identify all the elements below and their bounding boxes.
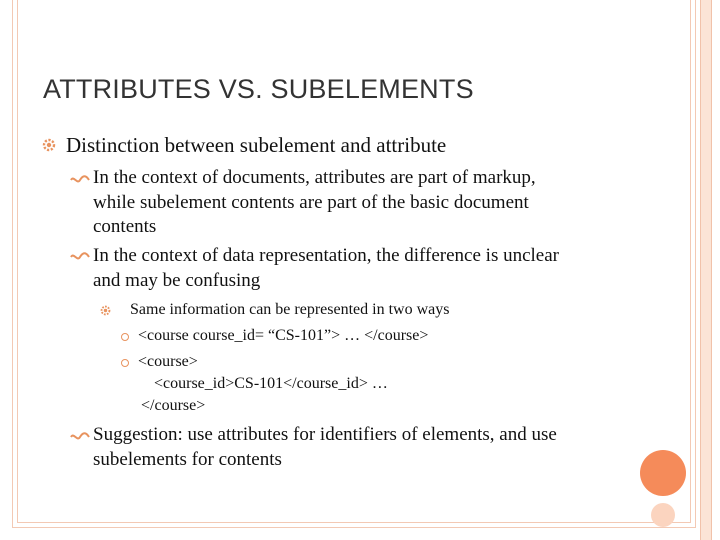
- wave-bullet-icon: [70, 251, 92, 263]
- gear-bullet-icon: [100, 305, 111, 316]
- circle-bullet-icon: [121, 333, 129, 341]
- bullet-level2-line: while subelement contents are part of the basic document: [93, 192, 529, 213]
- bullet-level2-line: contents: [93, 216, 157, 237]
- gear-bullet-icon: [42, 138, 56, 152]
- bullet-level3: Same information can be represented in two ways: [130, 301, 450, 318]
- bullet-level2-line: subelements for contents: [93, 449, 282, 470]
- decorative-light-circle: [651, 503, 675, 527]
- bullet-level4: <course>: [138, 353, 198, 370]
- wave-bullet-icon: [70, 174, 92, 186]
- bullet-level2-line: In the context of data representation, the difference is unclear: [93, 245, 559, 266]
- bullet-level4: <course course_id= “CS-101”> … </course>: [138, 327, 429, 344]
- slide-title: ATTRIBUTES VS. SUBELEMENTS: [43, 74, 474, 104]
- bullet-level1: Distinction between subelement and attribute: [66, 133, 447, 157]
- bullet-level4-line: <course_id>CS-101</course_id> …: [154, 375, 388, 392]
- bullet-level2-line: Suggestion: use attributes for identifiers of elements, and use: [93, 424, 557, 445]
- decorative-side-bar: [700, 0, 712, 540]
- bullet-level2-line: and may be confusing: [93, 270, 261, 291]
- decorative-orange-circle: [640, 450, 686, 496]
- bullet-level4-line: </course>: [141, 397, 206, 414]
- circle-bullet-icon: [121, 359, 129, 367]
- bullet-level2-line: In the context of documents, attributes are part of markup,: [93, 167, 536, 188]
- wave-bullet-icon: [70, 431, 92, 443]
